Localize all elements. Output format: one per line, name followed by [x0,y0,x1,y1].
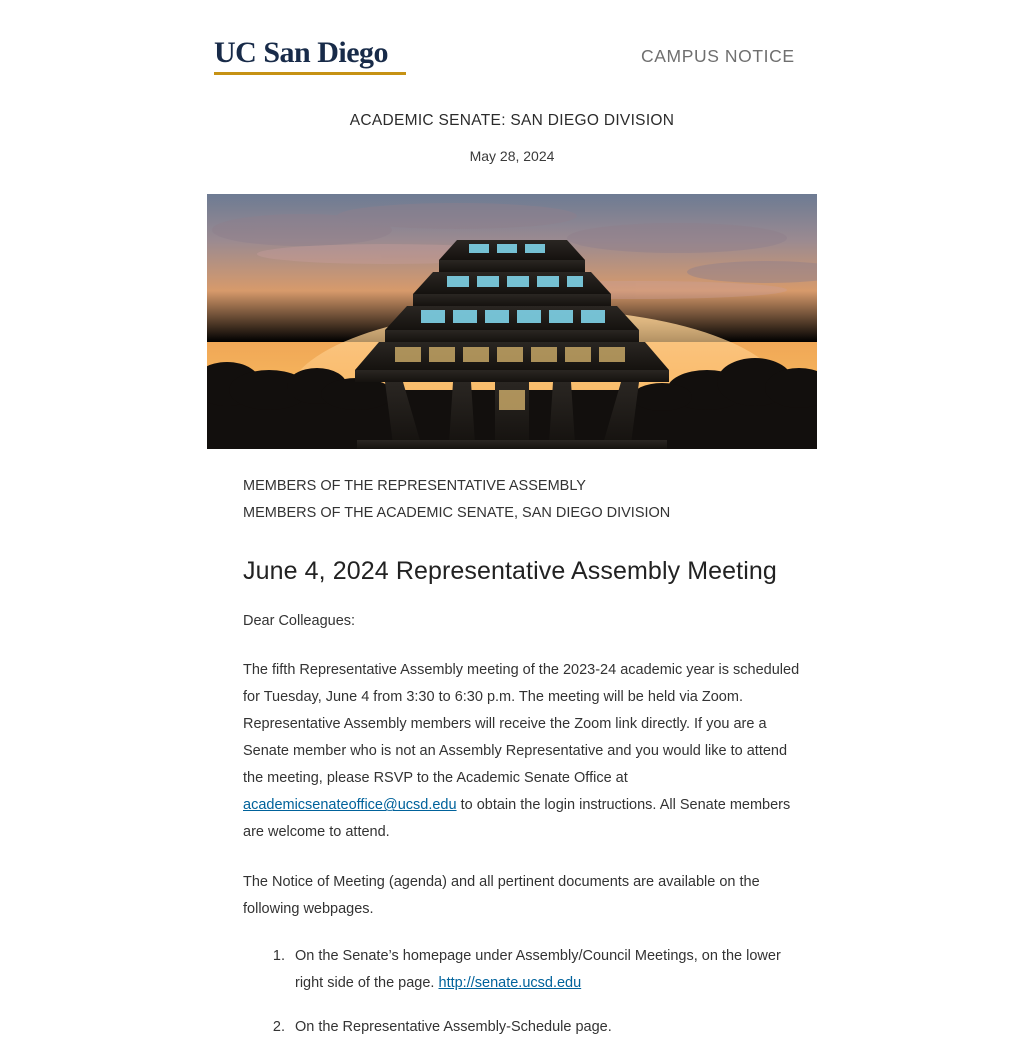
logo-underline-rule [214,72,406,75]
salutation: Dear Colleagues: [243,612,356,629]
recipient-line-1: MEMBERS OF THE REPRESENTATIVE ASSEMBLY [243,478,586,494]
senate-office-email-link[interactable]: academicsenateoffice@ucsd.edu [243,797,457,814]
recipient-line-2: MEMBERS OF THE ACADEMIC SENATE, SAN DIEGO DIVISION [243,504,671,521]
list-item [289,943,803,997]
geisel-library-hero-image [207,194,817,449]
list-item-2-text: On the Representative Assembly-Schedule page. [295,1018,612,1035]
uc-san-diego-logo[interactable] [214,38,410,75]
recipients-block [243,473,803,527]
page-header [0,0,1024,100]
list-item [289,1014,803,1041]
campus-notice-label: CAMPUS NOTICE [641,46,795,66]
paragraph-1-text-after: to obtain the login instructions. All Senate members are welcome to attend. [243,797,791,841]
webpages-list [243,943,803,1041]
paragraph-1-text-before: The fifth Representative Assembly meeting of the 2023-24 academic year is scheduled for Tuesday, June 4 from 3:30 to 6:30 p.m. The meeting will be held via Zoom. Representative Assembly members will receive the Zoom link directly. If you are a Senate member who is not an Assembly Representative and you would like to attend the meeting, please RSVP to the Academic Senate Office at [243,661,800,787]
senate-homepage-link[interactable]: http://senate.ucsd.edu [438,974,582,991]
notice-body [221,473,803,1041]
notice-date: May 28, 2024 [469,148,555,164]
logo-wordmark: UC San Diego [214,36,389,69]
senate-division-line: ACADEMIC SENATE: SAN DIEGO DIVISION [349,112,675,129]
paragraph-documents: The Notice of Meeting (agenda) and all pertinent documents are available on the following webpages. [243,873,760,917]
page-title: June 4, 2024 Representative Assembly Meeting [243,556,777,585]
list-item-1-text: On the Senate’s homepage under Assembly/Council Meetings, on the lower right side of the page. [295,947,781,991]
hero-illustration [207,194,817,449]
paragraph-meeting-details [243,657,803,847]
